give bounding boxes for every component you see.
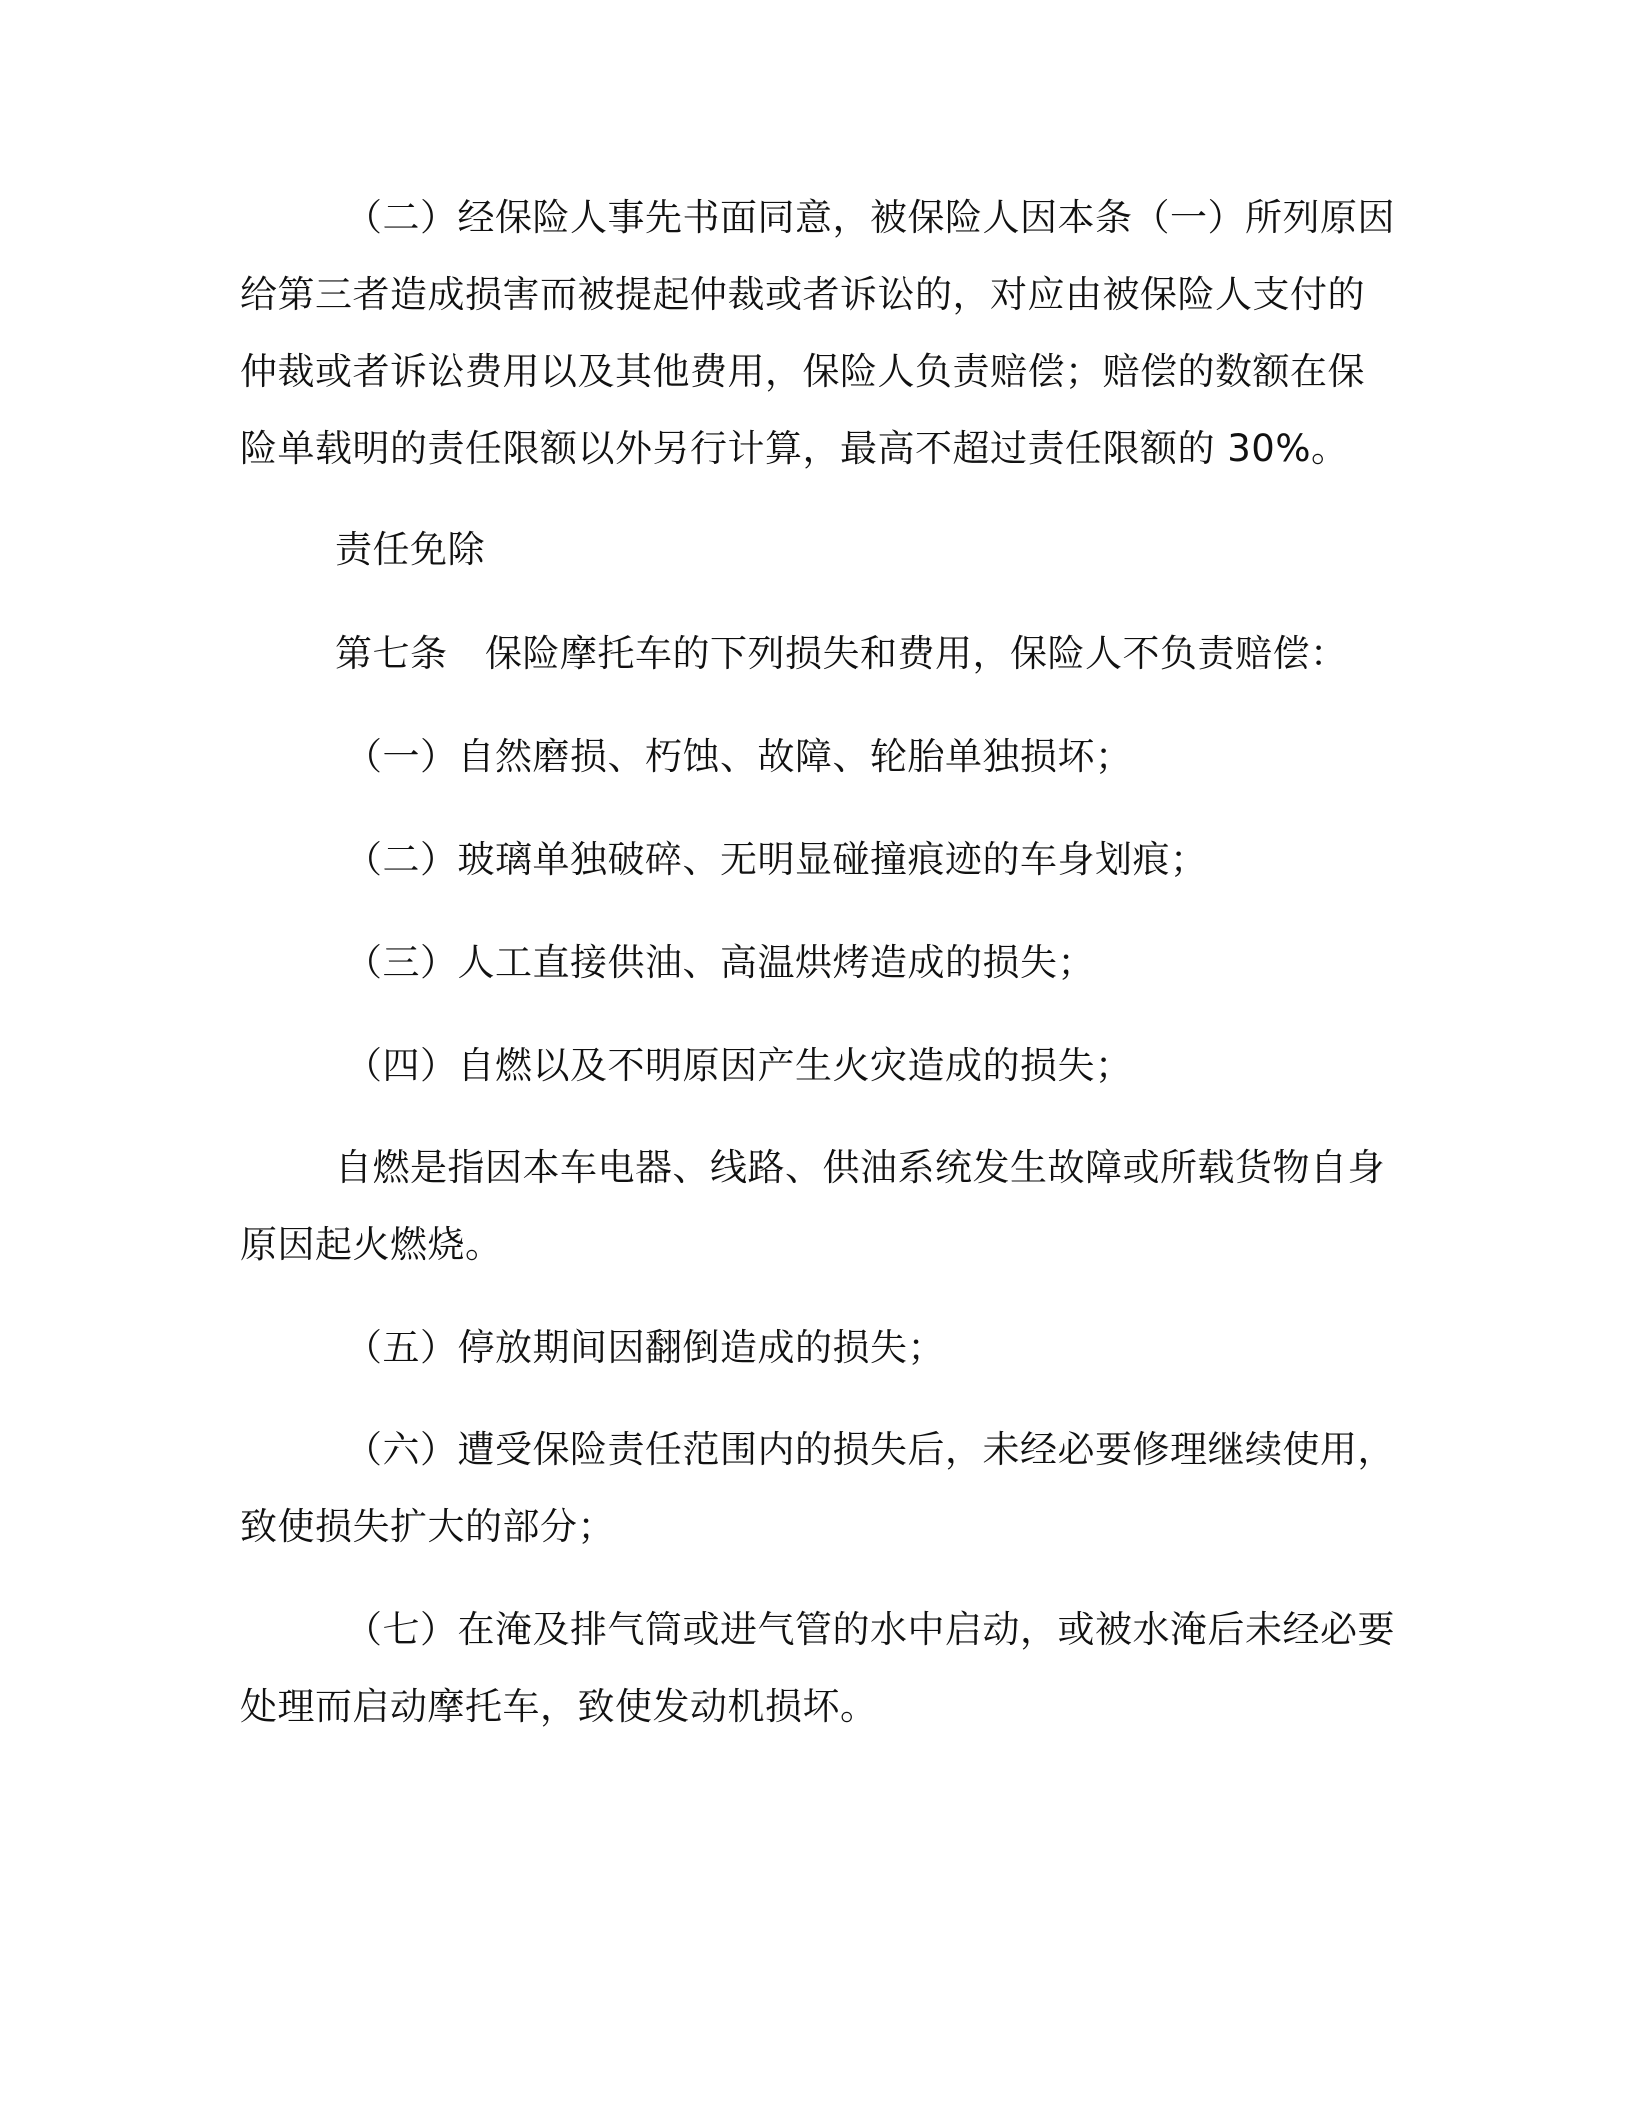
paragraph-line: 给第三者造成损害而被提起仲裁或者诉讼的，对应由被保险人支付的 bbox=[240, 273, 1365, 316]
list-item: （六）遭受保险责任范围内的损失后，未经必要修理继续使用， bbox=[345, 1428, 1395, 1471]
paragraph-line: 原因起火燃烧。 bbox=[240, 1223, 503, 1266]
article-heading: 第七条 保险摩托车的下列损失和费用，保险人不负责赔偿： bbox=[335, 632, 1348, 675]
paragraph-line: 处理而启动摩托车，致使发动机损坏。 bbox=[240, 1685, 878, 1728]
paragraph-line: （二）经保险人事先书面同意，被保险人因本条（一）所列原因 bbox=[345, 196, 1395, 239]
list-item: （二）玻璃单独破碎、无明显碰撞痕迹的车身划痕； bbox=[345, 838, 1208, 881]
paragraph-line: 致使损失扩大的部分； bbox=[240, 1505, 615, 1548]
paragraph-line: 自燃是指因本车电器、线路、供油系统发生故障或所载货物自身 bbox=[335, 1146, 1385, 1189]
section-heading: 责任免除 bbox=[335, 528, 485, 571]
list-item: （三）人工直接供油、高温烘烤造成的损失； bbox=[345, 941, 1095, 984]
paragraph-line: 险单载明的责任限额以外另行计算，最高不超过责任限额的 30%。 bbox=[240, 427, 1349, 470]
list-item: （一）自然磨损、朽蚀、故障、轮胎单独损坏； bbox=[345, 735, 1133, 778]
list-item: （四）自燃以及不明原因产生火灾造成的损失； bbox=[345, 1044, 1133, 1087]
list-item: （七）在淹及排气筒或进气管的水中启动，或被水淹后未经必要 bbox=[345, 1608, 1395, 1651]
list-item: （五）停放期间因翻倒造成的损失； bbox=[345, 1326, 945, 1369]
paragraph-line: 仲裁或者诉讼费用以及其他费用，保险人负责赔偿；赔偿的数额在保 bbox=[240, 350, 1365, 393]
